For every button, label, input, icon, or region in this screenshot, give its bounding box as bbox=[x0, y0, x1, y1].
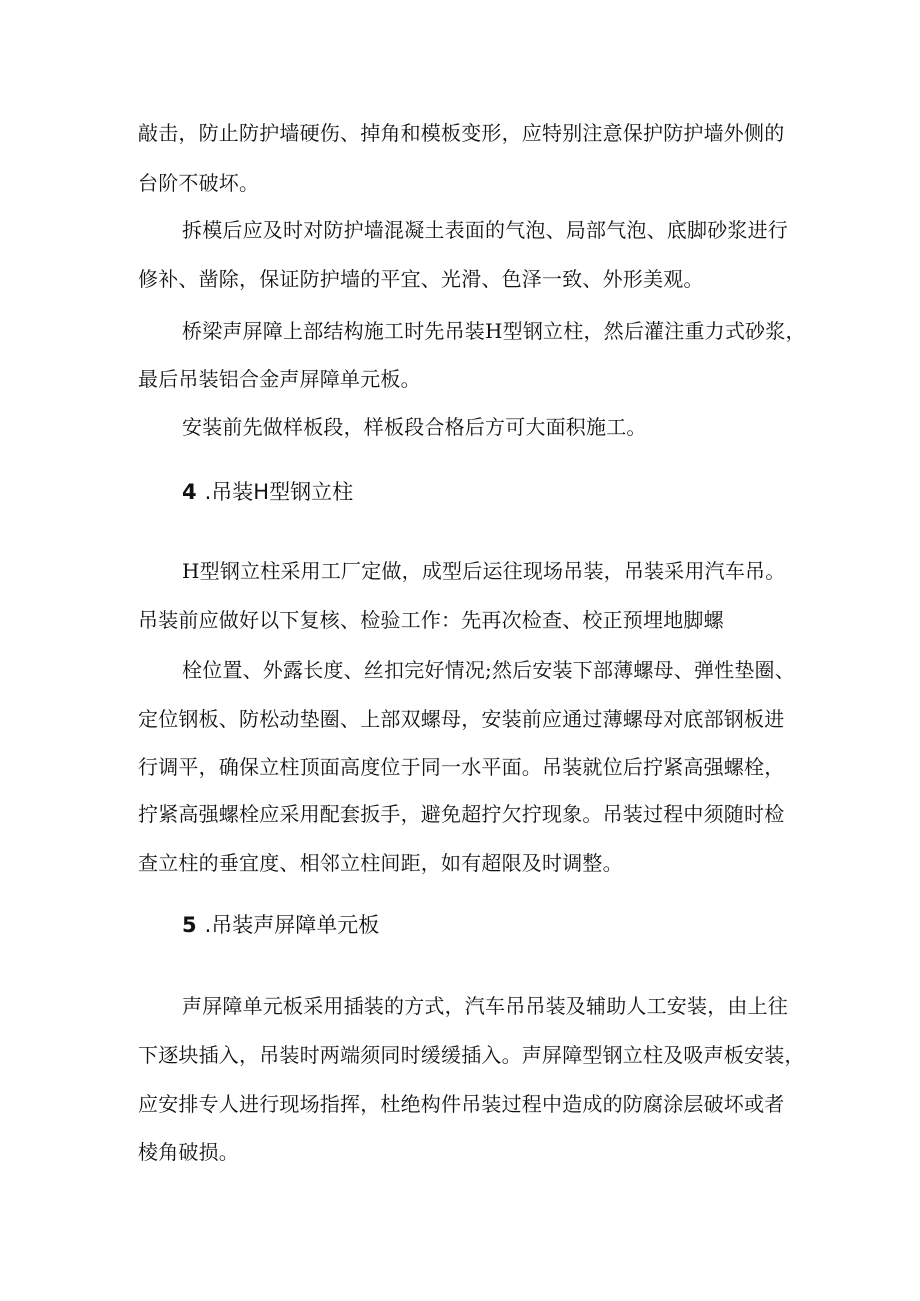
paragraph-1-line-2: 台阶不破坏。 bbox=[138, 171, 260, 195]
paragraph-5-line-1: H型钢立柱采用工厂定做，成型后运往现场吊装，吊装采用汽车吊。 bbox=[182, 559, 786, 583]
section-heading-5 bbox=[182, 911, 379, 939]
paragraph-3-line-2: 最后吊装铝合金声屏障单元板。 bbox=[138, 367, 421, 391]
paragraph-6-line-5: 查立柱的垂宜度、相邻立柱间距，如有超限及时调整。 bbox=[138, 851, 623, 875]
paragraph-7-line-2: 下逐块插入，吊装时两端须同时缓缓插入。声屏障型钢立柱及吸声板安装， bbox=[138, 1043, 805, 1067]
paragraph-7-line-4: 棱角破损。 bbox=[138, 1140, 239, 1164]
paragraph-6-line-2: 定位钢板、防松动垫圈、上部双螺母，安装前应通过薄螺母对底部钢板进 bbox=[138, 707, 785, 731]
paragraph-1-line-1: 敲击，防止防护墙硬伤、掉角和模板变形，应特别注意保护防护墙外侧的 bbox=[138, 121, 785, 145]
paragraph-4-line-1: 安装前先做样板段，样板段合格后方可大面积施工。 bbox=[182, 415, 647, 439]
section-heading-5-number: 5 bbox=[182, 913, 197, 937]
section-heading-4-title: .吊装H型钢立柱 bbox=[204, 480, 354, 504]
paragraph-5-line-2: 吊装前应做好以下复核、检验工作：先再次检查、校正预埋地脚螺 bbox=[138, 608, 724, 632]
paragraph-6-line-4: 拧紧高强螺栓应采用配套扳手，避免超拧欠拧现象。吊装过程中须随时检 bbox=[138, 802, 785, 826]
paragraph-7-line-1: 声屏障单元板采用插装的方式，汽车吊吊装及辅助人工安装，由上往 bbox=[182, 994, 788, 1018]
paragraph-3-line-1: 桥梁声屏障上部结构施工时先吊装H型钢立柱，然后灌注重力式砂浆， bbox=[182, 319, 806, 343]
paragraph-6-line-3: 行调平，确保立柱顶面高度位于同一水平面。吊装就位后拧紧高强螺栓， bbox=[138, 755, 785, 779]
paragraph-2-line-1: 拆模后应及时对防护墙混凝土表面的气泡、局部气泡、底脚砂浆进行 bbox=[182, 218, 788, 242]
section-heading-4-number: 4 bbox=[182, 480, 197, 504]
section-heading-5-title: .吊装声屏障单元板 bbox=[204, 913, 380, 937]
paragraph-6-line-1: 栓位置、外露长度、丝扣完好情况;然后安装下部薄螺母、弹性垫圈、 bbox=[182, 658, 795, 682]
section-heading-4 bbox=[182, 478, 353, 506]
paragraph-7-line-3: 应安排专人进行现场指挥，杜绝构件吊装过程中造成的防腐涂层破坏或者 bbox=[138, 1092, 785, 1116]
paragraph-2-line-2: 修补、凿除，保证防护墙的平宜、光滑、色泽一致、外形美观。 bbox=[138, 267, 704, 291]
